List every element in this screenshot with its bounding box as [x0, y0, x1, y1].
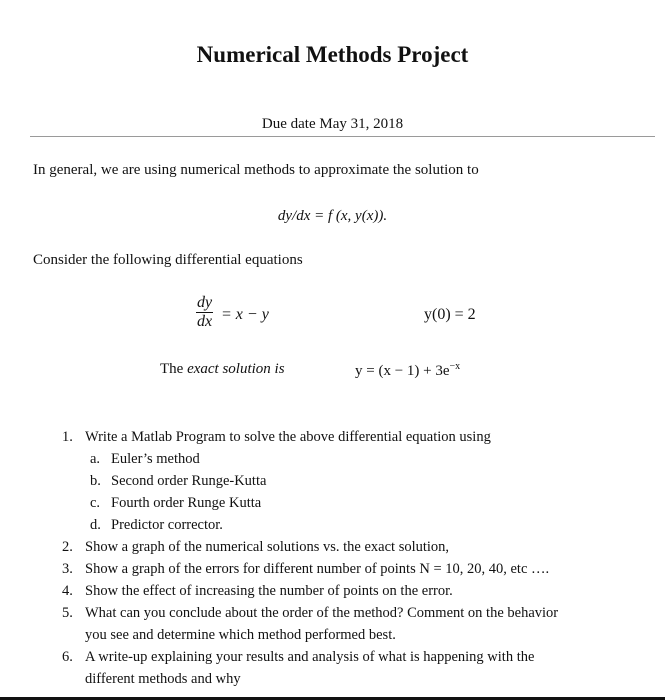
list-item-continuation: [0, 624, 665, 646]
list-item-text: Show a graph of the numerical solutions vs. the exact solution,: [85, 539, 450, 555]
list-item: [0, 558, 665, 580]
general-equation: dy/dx = f (x, y(x)).: [277, 208, 388, 224]
exact-solution-label: [160, 361, 285, 378]
list-item-number: d.: [90, 517, 101, 533]
exact-equation-base: y = (x − 1) + 3e: [355, 363, 450, 379]
list-item-text: A write-up explaining your results and analysis of what is happening with the: [85, 649, 535, 665]
task-list: [0, 426, 665, 690]
list-item-number: 5.: [62, 605, 73, 621]
list-item-text: Write a Matlab Program to solve the above differential equation using: [85, 429, 491, 445]
list-item-text: Predictor corrector.: [111, 517, 223, 533]
list-item-number: 3.: [62, 561, 73, 577]
list-item-number: 2.: [62, 539, 73, 555]
list-item-number: a.: [90, 451, 101, 467]
document-title: Numerical Methods Project: [196, 42, 469, 67]
list-item-text: Second order Runge-Kutta: [111, 473, 267, 489]
ode-numerator: dy: [197, 294, 213, 311]
list-item: [0, 514, 665, 536]
list-item: [0, 580, 665, 602]
intro-paragraph: In general, we are using numerical methods to approximate the solution to: [33, 162, 479, 178]
list-item-number: 6.: [62, 649, 73, 665]
title-divider: [30, 136, 655, 137]
list-item-number: 4.: [62, 583, 73, 599]
due-date: Due date May 31, 2018: [261, 116, 404, 132]
initial-condition: y(0) = 2: [424, 306, 476, 323]
list-item-text: you see and determine which method performed best.: [85, 627, 396, 643]
list-item-number: 1.: [62, 429, 73, 445]
list-item-text: What can you conclude about the order of the method? Comment on the behavior: [85, 605, 559, 621]
exact-label-prefix: The: [160, 361, 188, 377]
list-item-text: Show the effect of increasing the number of points on the error.: [85, 583, 453, 599]
list-item: [0, 536, 665, 558]
list-item: [0, 492, 665, 514]
exact-solution-equation: [355, 361, 460, 380]
exact-equation-exponent: −x: [449, 361, 461, 372]
list-item-number: b.: [90, 473, 101, 489]
list-item: [0, 602, 665, 624]
list-item: [0, 470, 665, 492]
ode-fraction: [196, 294, 213, 331]
ode-rhs: = x − y: [221, 306, 269, 323]
list-item-continuation: [0, 668, 665, 690]
list-item-number: c.: [90, 495, 101, 511]
list-item-text: Euler’s method: [111, 451, 200, 467]
ode-denominator: dx: [197, 313, 213, 330]
list-item: [0, 426, 665, 448]
list-item: [0, 646, 665, 668]
list-item-text: Fourth order Runge Kutta: [111, 495, 262, 511]
list-item: [0, 448, 665, 470]
list-item-text: Show a graph of the errors for different number of points N = 10, 20, 40, etc ….: [85, 561, 550, 577]
consider-paragraph: Consider the following differential equations: [33, 252, 303, 268]
exact-label-italic: exact solution is: [187, 361, 285, 377]
list-item-text: different methods and why: [85, 671, 241, 687]
